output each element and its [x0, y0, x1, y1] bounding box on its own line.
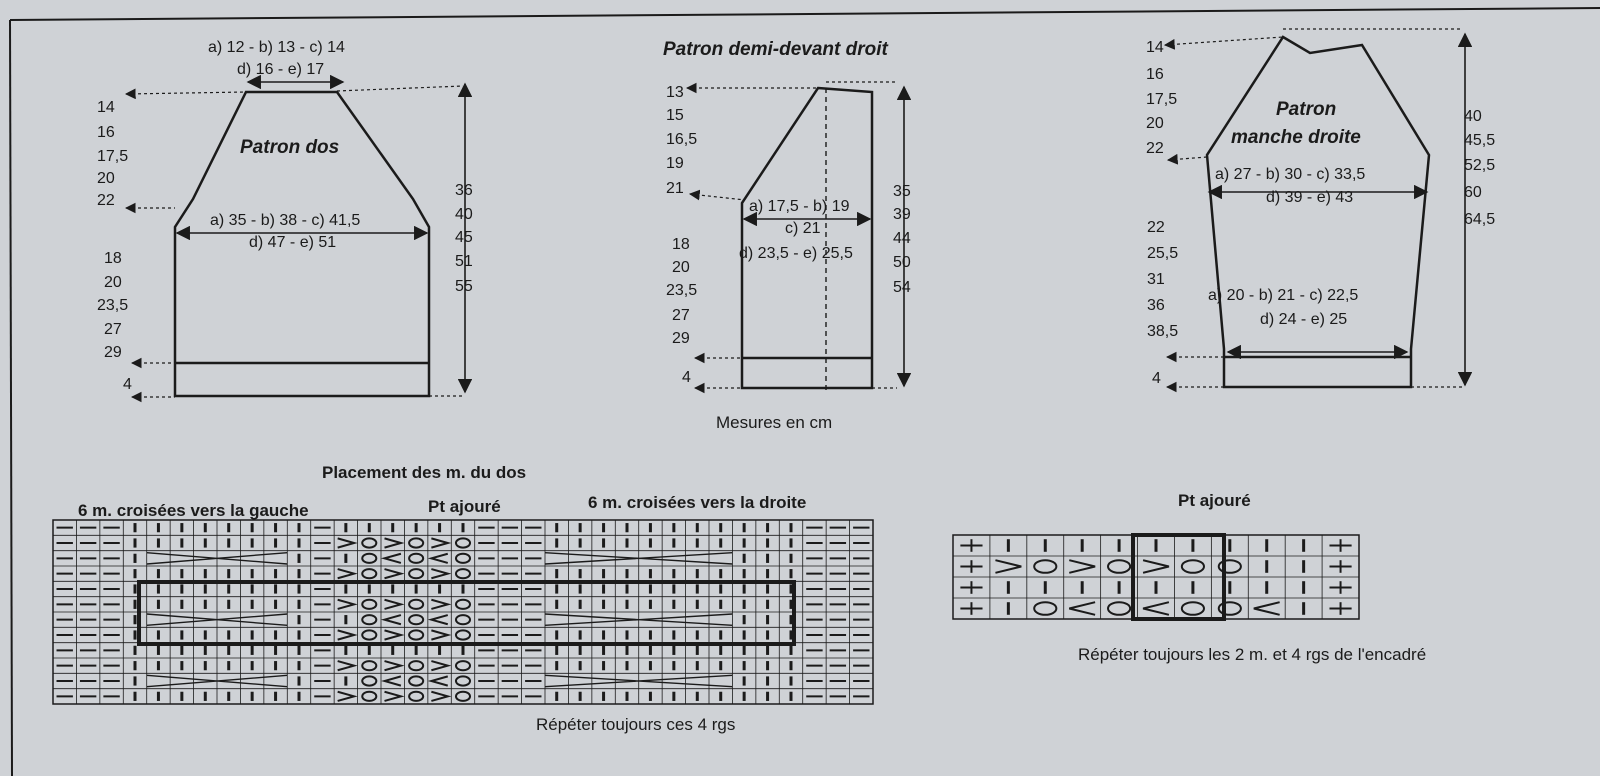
- back-width-label-2: d) 47 - e) 51: [249, 234, 337, 251]
- sleeve-left-lower-4: 38,5: [1147, 323, 1179, 340]
- back-left-lower-1: 20: [104, 274, 122, 291]
- sleeve-left-upper-1: 16: [1146, 66, 1164, 83]
- sleeve-right-heights: [1464, 108, 1495, 228]
- back-chart-repeat-frame: [139, 582, 794, 644]
- yarn-over-symbol: [362, 692, 376, 701]
- decrease-left-symbol: [385, 676, 401, 685]
- front-left-upper: [666, 84, 697, 197]
- yarn-over-symbol: [456, 630, 470, 639]
- back-height-2: 45: [455, 229, 473, 246]
- decrease-right-symbol: [995, 560, 1021, 573]
- back-top-label-1: a) 12 - b) 13 - c) 14: [208, 39, 345, 56]
- front-left-lower: [666, 236, 697, 347]
- front-left-lower-1: 20: [672, 259, 690, 276]
- decrease-right-symbol: [431, 661, 447, 670]
- decrease-right-symbol: [338, 600, 354, 609]
- back-left-upper-0: 14: [97, 99, 115, 116]
- page-left-border: [10, 20, 12, 776]
- yarn-over-symbol: [1034, 560, 1056, 573]
- yarn-over-symbol: [409, 569, 423, 578]
- decrease-left-symbol: [385, 615, 401, 624]
- decrease-right-symbol: [338, 661, 354, 670]
- back-chart-footer: Répéter toujours ces 4 rgs: [536, 715, 736, 734]
- back-left-lower-3: 27: [104, 321, 122, 338]
- yarn-over-symbol: [1182, 602, 1204, 615]
- sleeve-left-lower: [1147, 219, 1178, 340]
- front-left-lower-0: 18: [672, 236, 690, 253]
- yarn-over-symbol: [362, 600, 376, 609]
- sleeve-outline: [1207, 37, 1429, 387]
- sleeve-height-4: 64,5: [1464, 211, 1496, 228]
- sleeve-left-upper-0: 14: [1146, 39, 1164, 56]
- decrease-right-symbol: [338, 630, 354, 639]
- lace-chart-title: Pt ajouré: [1178, 491, 1251, 510]
- back-left-upper-2: 17,5: [97, 148, 129, 165]
- front-pattern: [687, 82, 904, 394]
- yarn-over-symbol: [362, 569, 376, 578]
- back-left-lower-2: 23,5: [97, 297, 129, 314]
- front-left-upper-1: 15: [666, 107, 684, 124]
- back-height-1: 40: [455, 206, 473, 223]
- yarn-over-symbol: [456, 676, 470, 685]
- yarn-over-symbol: [409, 630, 423, 639]
- sleeve-left-upper-3: 20: [1146, 115, 1164, 132]
- front-height-3: 50: [893, 254, 911, 271]
- decrease-right-symbol: [385, 661, 401, 670]
- yarn-over-symbol: [456, 692, 470, 701]
- sleeve-left-upper-2: 17,5: [1146, 91, 1178, 108]
- back-height-4: 55: [455, 278, 473, 295]
- decrease-right-symbol: [431, 692, 447, 701]
- back-top-label-2: d) 16 - e) 17: [237, 61, 325, 78]
- yarn-over-symbol: [362, 538, 376, 547]
- sleeve-upper-width-2: d) 39 - e) 43: [1266, 189, 1354, 206]
- sleeve-height-3: 60: [1464, 184, 1482, 201]
- decrease-left-symbol: [431, 554, 447, 563]
- front-left-upper-4: 21: [666, 180, 684, 197]
- back-left-lower: [97, 250, 128, 361]
- decrease-left-symbol: [385, 554, 401, 563]
- sleeve-left-lower-2: 31: [1147, 271, 1165, 288]
- front-left-lower-4: 29: [672, 330, 690, 347]
- back-height-3: 51: [455, 253, 473, 270]
- decrease-right-symbol: [431, 600, 447, 609]
- front-rib-label: 4: [682, 369, 691, 386]
- yarn-over-symbol: [362, 554, 376, 563]
- yarn-over-symbol: [409, 538, 423, 547]
- decrease-right-symbol: [385, 692, 401, 701]
- decrease-left-symbol: [1254, 602, 1280, 615]
- yarn-over-symbol: [456, 569, 470, 578]
- back-left-upper-4: 22: [97, 192, 115, 209]
- decrease-right-symbol: [385, 600, 401, 609]
- yarn-over-symbol: [409, 615, 423, 624]
- decrease-left-symbol: [431, 615, 447, 624]
- front-left-upper-2: 16,5: [666, 131, 698, 148]
- sleeve-upper-width-1: a) 27 - b) 30 - c) 33,5: [1215, 166, 1366, 183]
- sleeve-cap-guide: [1168, 157, 1207, 160]
- front-left-upper-0: 13: [666, 84, 684, 101]
- front-height-4: 54: [893, 279, 911, 296]
- front-width-label-1: a) 17,5 - b) 19: [749, 198, 850, 215]
- back-width-label-1: a) 35 - b) 38 - c) 41,5: [210, 212, 361, 229]
- decrease-right-symbol: [431, 538, 447, 547]
- sleeve-title-2: manche droite: [1231, 127, 1361, 148]
- back-chart-label-right: 6 m. croisées vers la droite: [588, 493, 807, 512]
- decrease-right-symbol: [338, 569, 354, 578]
- sleeve-left-lower-1: 25,5: [1147, 245, 1179, 262]
- sleeve-left-upper-4: 22: [1146, 140, 1164, 157]
- back-left-upper-3: 20: [97, 170, 115, 187]
- front-height-1: 39: [893, 206, 911, 223]
- back-stitch-chart: [53, 520, 873, 704]
- front-width-label-3: d) 23,5 - e) 25,5: [739, 245, 853, 262]
- decrease-left-symbol: [1143, 602, 1169, 615]
- sleeve-height-0: 40: [1464, 108, 1482, 125]
- lace-chart-footer: Répéter toujours les 2 m. et 4 rgs de l'encadré: [1078, 645, 1427, 664]
- sleeve-height-1: 45,5: [1464, 132, 1496, 149]
- yarn-over-symbol: [409, 676, 423, 685]
- yarn-over-symbol: [409, 600, 423, 609]
- decrease-right-symbol: [385, 538, 401, 547]
- sleeve-rib-label: 4: [1152, 370, 1161, 387]
- back-left-upper-1: 16: [97, 124, 115, 141]
- front-height-2: 44: [893, 230, 911, 247]
- back-top-guide: [337, 86, 463, 91]
- decrease-left-symbol: [1069, 602, 1095, 615]
- decrease-right-symbol: [431, 569, 447, 578]
- yarn-over-symbol: [362, 630, 376, 639]
- decrease-left-symbol: [431, 676, 447, 685]
- front-left-lower-2: 23,5: [666, 282, 698, 299]
- back-left-lower-0: 18: [104, 250, 122, 267]
- yarn-over-symbol: [456, 600, 470, 609]
- sleeve-left-lower-0: 22: [1147, 219, 1165, 236]
- yarn-over-symbol: [1108, 602, 1130, 615]
- yarn-over-symbol: [1034, 602, 1056, 615]
- back-right-heights: [455, 182, 473, 295]
- yarn-over-symbol: [456, 554, 470, 563]
- back-shoulder-guide: [126, 92, 246, 94]
- sleeve-height-2: 52,5: [1464, 157, 1496, 174]
- front-outline: [742, 88, 872, 388]
- sleeve-left-upper: [1146, 39, 1177, 157]
- front-left-lower-3: 27: [672, 307, 690, 324]
- front-left-upper-3: 19: [666, 155, 684, 172]
- front-armhole-guide: [690, 194, 745, 200]
- sleeve-title-1: Patron: [1276, 99, 1337, 120]
- front-height-0: 35: [893, 183, 911, 200]
- yarn-over-symbol: [456, 538, 470, 547]
- back-title: Patron dos: [240, 137, 340, 158]
- decrease-right-symbol: [338, 692, 354, 701]
- back-left-upper: [97, 99, 128, 209]
- lace-stitch-chart: [953, 535, 1359, 619]
- yarn-over-symbol: [1108, 560, 1130, 573]
- front-title: Patron demi-devant droit: [663, 39, 888, 60]
- decrease-right-symbol: [338, 538, 354, 547]
- yarn-over-symbol: [456, 661, 470, 670]
- sleeve-top-guide-left: [1165, 37, 1283, 45]
- yarn-over-symbol: [1182, 560, 1204, 573]
- decrease-right-symbol: [431, 630, 447, 639]
- back-chart-label-mid: Pt ajouré: [428, 497, 501, 516]
- front-width-label-2: c) 21: [785, 220, 821, 237]
- decrease-right-symbol: [385, 630, 401, 639]
- units-caption: Mesures en cm: [716, 413, 833, 432]
- yarn-over-symbol: [456, 615, 470, 624]
- back-chart-title: Placement des m. du dos: [322, 463, 527, 482]
- page-top-border: [10, 8, 1600, 20]
- decrease-right-symbol: [1069, 560, 1095, 573]
- yarn-over-symbol: [362, 615, 376, 624]
- sleeve-left-lower-3: 36: [1147, 297, 1165, 314]
- yarn-over-symbol: [362, 676, 376, 685]
- back-height-0: 36: [455, 182, 473, 199]
- yarn-over-symbol: [409, 661, 423, 670]
- back-left-lower-4: 29: [104, 344, 122, 361]
- sleeve-pattern: [1165, 29, 1465, 387]
- yarn-over-symbol: [409, 692, 423, 701]
- sleeve-lower-width-1: a) 20 - b) 21 - c) 22,5: [1208, 287, 1359, 304]
- back-rib-label: 4: [123, 376, 132, 393]
- yarn-over-symbol: [362, 661, 376, 670]
- decrease-right-symbol: [385, 569, 401, 578]
- sleeve-lower-width-2: d) 24 - e) 25: [1260, 311, 1348, 328]
- yarn-over-symbol: [409, 554, 423, 563]
- back-chart-label-left: 6 m. croisées vers la gauche: [78, 501, 309, 520]
- decrease-right-symbol: [1143, 560, 1169, 573]
- front-right-heights: [893, 183, 911, 296]
